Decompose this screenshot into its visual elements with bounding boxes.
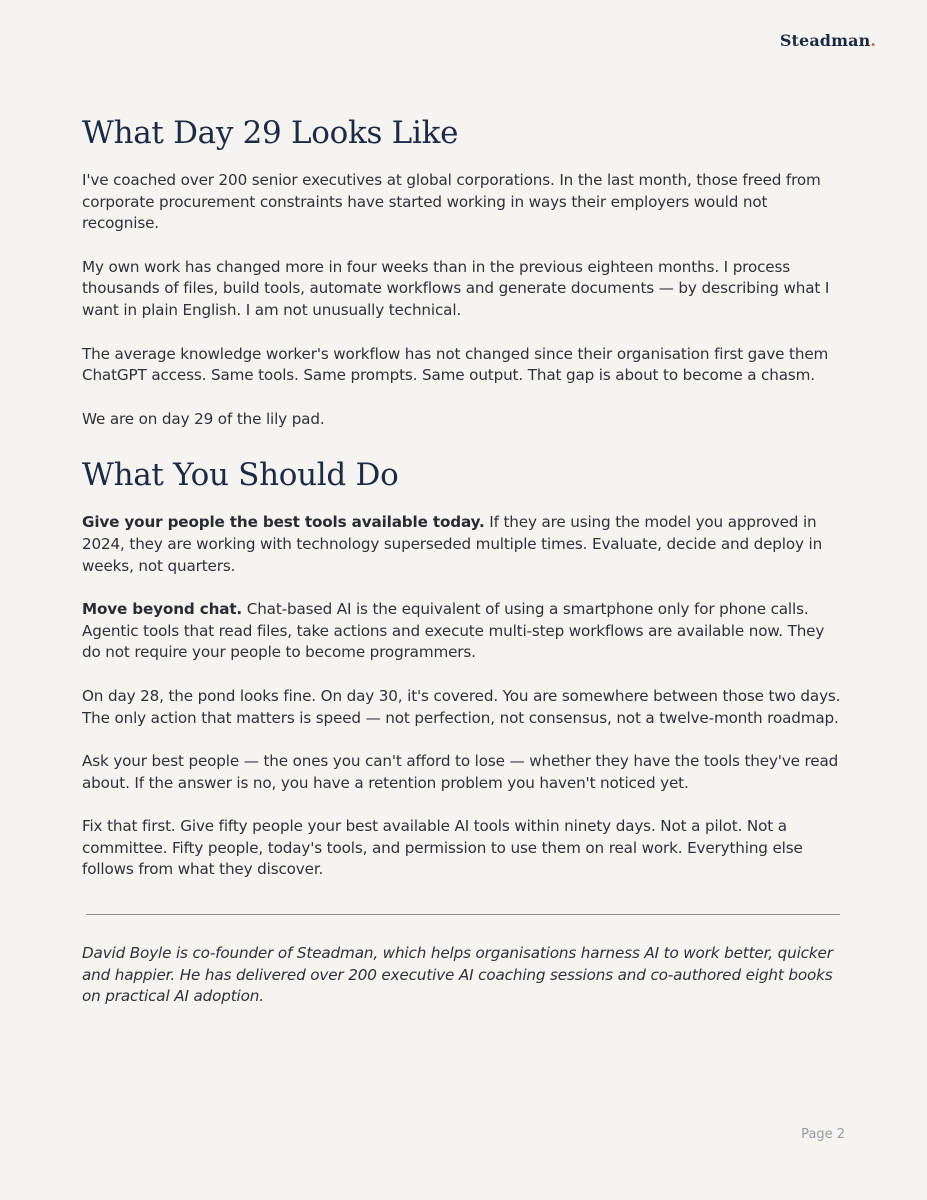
page-number: Page 2 bbox=[801, 1127, 845, 1142]
paragraph: We are on day 29 of the lily pad. bbox=[82, 409, 325, 428]
brand-name: Steadman bbox=[779, 31, 871, 50]
article-body bbox=[82, 110, 844, 1030]
paragraph-lead: Give your people the best tools available today. bbox=[82, 513, 485, 532]
author-bio: David Boyle is co-founder of Steadman, which helps organisations harness AI to work better, quicker and happier. He has delivered over 200 executive AI coaching sessions and co-authored eight books on practical AI adoption. bbox=[82, 944, 833, 1006]
paragraph: The average knowledge worker's workflow has not changed since their organisation first gave them ChatGPT access. Same tools. Same prompts. Same output. That gap is about to become a chasm. bbox=[82, 344, 829, 385]
paragraph bbox=[82, 512, 844, 577]
section-heading-day-29: What Day 29 Looks Like bbox=[82, 115, 459, 151]
paragraph-text: Chat-based AI is the equivalent of using a smartphone only for phone calls. Agentic tools that read files, take actions and execute multi-step workflows are available now. They do not require your people to become programmers. bbox=[82, 600, 825, 662]
brand-logo bbox=[780, 31, 876, 50]
paragraph: My own work has changed more in four weeks than in the previous eighteen months. I process thousands of files, build tools, automate workflows and generate documents — by describing what I want in plain English. I am not unusually technical. bbox=[82, 257, 830, 319]
paragraph-text: If they are using the model you approved in 2024, they are working with technology superseded multiple times. Evaluate, decide and deploy in weeks, not quarters. bbox=[82, 513, 823, 575]
brand-dot: . bbox=[870, 31, 876, 50]
divider bbox=[86, 914, 840, 915]
paragraph: Ask your best people — the ones you can't afford to lose — whether they have the tools they've read about. If the answer is no, you have a retention problem you haven't noticed yet. bbox=[82, 752, 839, 792]
paragraph bbox=[82, 599, 844, 664]
paragraph-lead: Move beyond chat. bbox=[82, 600, 243, 619]
section-heading-what-to-do: What You Should Do bbox=[82, 457, 399, 494]
paragraph: Fix that first. Give fifty people your best available AI tools within ninety days. Not a pilot. Not a committee. Fifty people, today's tools, and permission to use them on real work. Everything else follows from what they discover. bbox=[82, 817, 803, 879]
paragraph: On day 28, the pond looks fine. On day 30, it's covered. You are somewhere between those two days. The only action that matters is speed — not perfection, not consensus, not a twelve-month roadmap. bbox=[82, 686, 841, 727]
paragraph: I've coached over 200 senior executives at global corporations. In the last month, those freed from corporate procurement constraints have started working in ways their employers would not recognise. bbox=[82, 171, 821, 233]
